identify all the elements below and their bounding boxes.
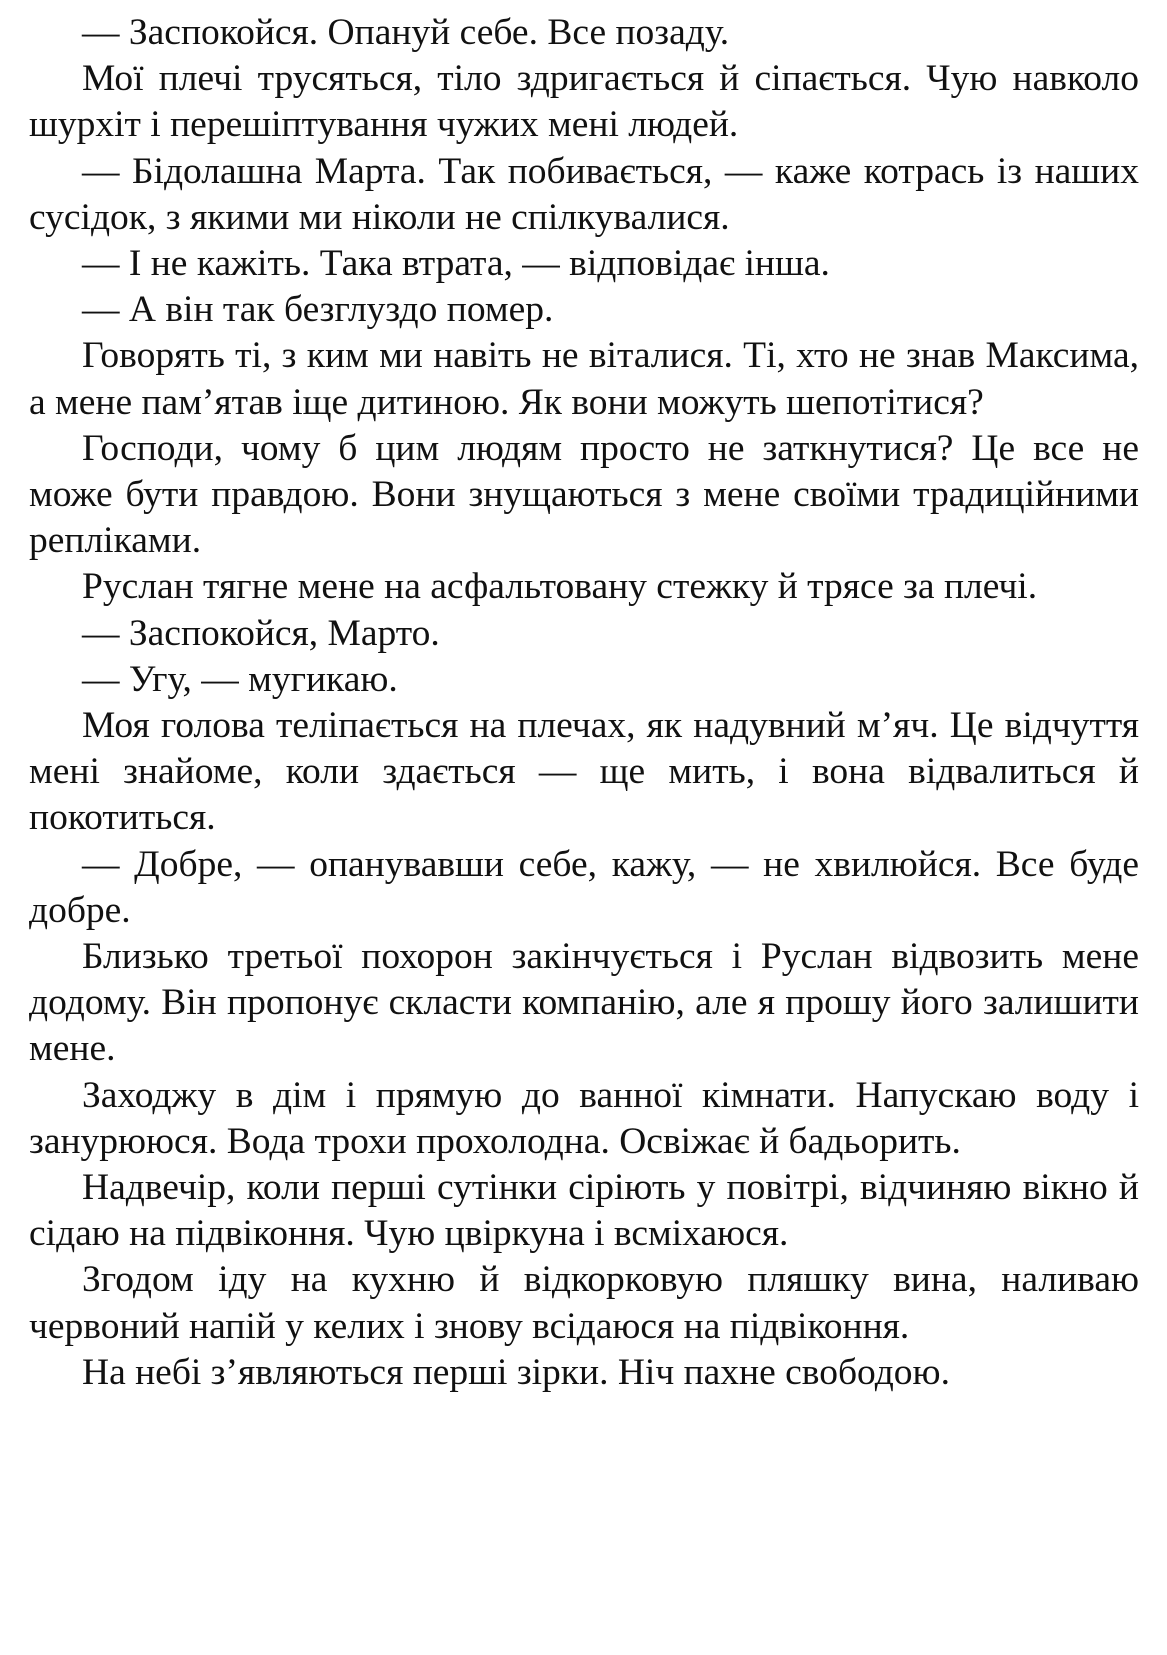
paragraph-5: — А він так безглуздо помер. [82, 289, 554, 331]
paragraph-13: Близько третьої похорон закінчується і Руслан відвозить мене додому. Він пропонує скласти компанію, але я прошу його залишити мене. [29, 936, 1139, 1070]
paragraph-3: — Бідолашна Марта. Так побивається, — каже котрась із наших сусідок, з якими ми ніколи не спілкувалися. [29, 150, 1139, 238]
paragraph-10: — Угу, — мугикаю. [82, 658, 398, 700]
book-page [29, 10, 1139, 1396]
paragraph-12: — Добре, — опанувавши себе, кажу, — не хвилюйся. Все буде добре. [29, 843, 1139, 931]
paragraph-17: На небі з’являються перші зірки. Ніч пахне свободою. [82, 1351, 950, 1393]
paragraph-14: Заходжу в дім і прямую до ванної кімнати. Напускаю воду і занурююся. Вода трохи прохолодна. Освіжає й бадьорить. [29, 1074, 1139, 1162]
paragraph-11: Моя голова теліпається на плечах, як надувний м’яч. Це відчуття мені знайоме, коли здається — ще мить, і вона відвалиться й покотиться. [29, 705, 1139, 839]
paragraph-15: Надвечір, коли перші сутінки сіріють у повітрі, відчиняю вікно й сідаю на підвіконня. Чую цвіркуна і всміхаюся. [29, 1167, 1139, 1255]
paragraph-4: — І не кажіть. Така втрата, — відповідає інша. [82, 243, 830, 285]
paragraph-6: Говорять ті, з ким ми навіть не віталися. Ті, хто не знав Максима, а мене пам’ятав іще дитиною. Як вони можуть шепотітися? [29, 335, 1139, 423]
paragraph-9: — Заспокойся, Марто. [82, 612, 440, 654]
paragraph-16: Згодом іду на кухню й відкорковую пляшку вина, наливаю червоний напій у келих і знову всідаюся на підвіконня. [29, 1259, 1139, 1347]
paragraph-8: Руслан тягне мене на асфальтовану стежку й трясе за плечі. [82, 566, 1038, 608]
paragraph-7: Господи, чому б цим людям просто не заткнутися? Це все не може бути правдою. Вони знущаються з мене своїми традиційними репліками. [29, 427, 1139, 562]
paragraph-1: — Заспокойся. Опануй себе. Все позаду. [82, 12, 730, 53]
paragraph-2: Мої плечі трусяться, тіло здригається й сіпається. Чую навколо шурхіт і перешіптування чужих мені людей. [29, 58, 1139, 146]
